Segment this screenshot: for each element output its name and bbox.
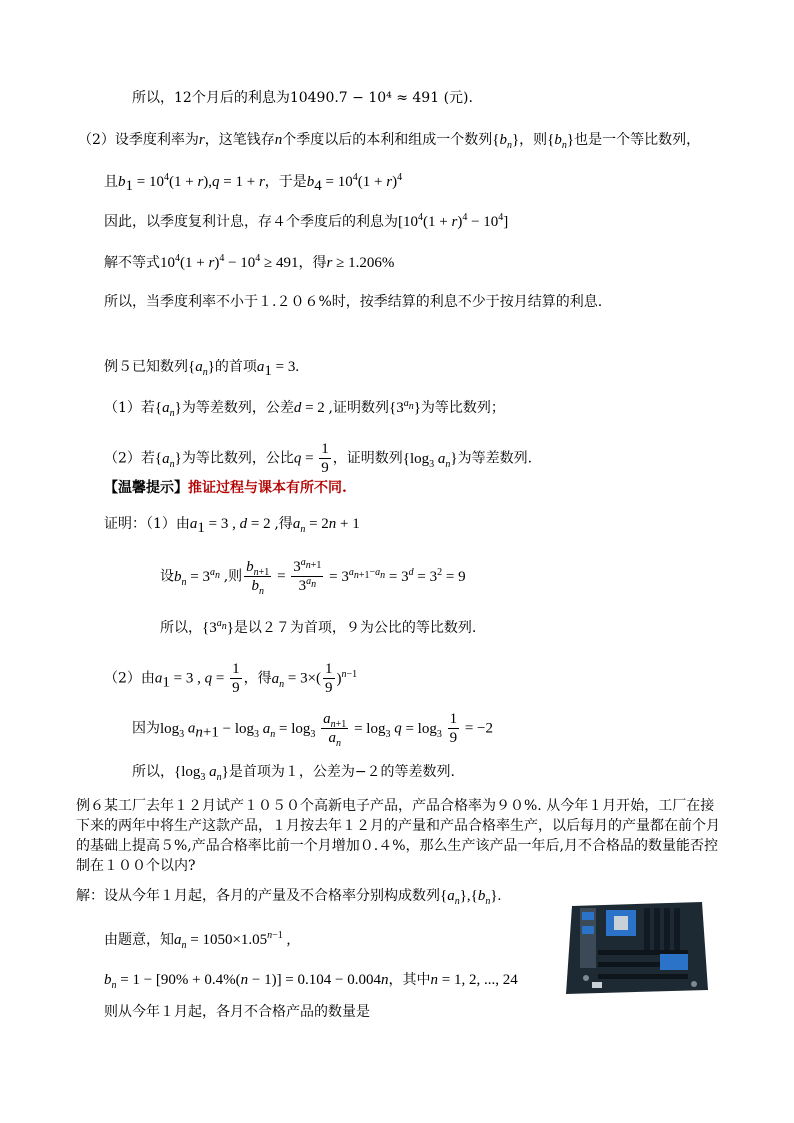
proof-log-line: 因为$\log_3 a_{n+1} - \log_3 a_n = \log_3$ $\frac{a_{n+1}}{a_n}$ = $\log_3 q = \log_3$ $\frac{1}{9}$ = −2 bbox=[132, 711, 494, 749]
b1-q-line: 且$b_1 = 10^4(1 + r),q = 1 + r$，于是$b_4 = 10^4(1 + r)^4$ bbox=[104, 172, 403, 194]
proof-part2: （2）由$a_1 = 3$ , q = $\frac{1}{9}$ ，得$a_n = 3\times$( $\frac{1}{9}$ )$^{n-1}$ bbox=[104, 661, 358, 696]
proof-ratio-line: 设$b_n = 3^{a_n}$ ,则 $\frac{b_{n+1}}{b_n}$ = $\frac{3^{a_{n+1}}}{3^{a_n}}$ = $3^{a_{n+1}-a_n} = 3^d = 3^2 = 9$ bbox=[160, 557, 466, 597]
interest-result-line: 所以，12个月后的利息为10490.7 − 10⁴ ≈ 491 (元). bbox=[132, 90, 473, 106]
solution-defect-line: 则从今年１月起，各月不合格产品的数量是 bbox=[104, 1004, 370, 1020]
tip-text: 推证过程与课本有所不同. bbox=[188, 480, 347, 496]
warm-tip bbox=[104, 478, 347, 498]
conclusion-line: 所以，当季度利率不小于１.２０６%时，按季结算的利息不少于按月结算的利息. bbox=[104, 294, 603, 310]
motherboard-image bbox=[562, 898, 710, 998]
example5-part1: （1）若$\{a_n\}$为等差数列，公差d = 2 ,证明数列$\{3^{a_n}\}$为等比数列； bbox=[104, 398, 505, 419]
solution-bn-line: $b_n = 1 - [90\% + 0.4\%(n - 1)] = 0.104 - 0.004n$，其中n = 1, 2, ..., 24 bbox=[104, 972, 518, 991]
solution-an-line: 由题意，知$a_n = 1050\times 1.05^{n-1}$ , bbox=[104, 930, 291, 951]
example6-paragraph: 例６某工厂去年１２月试产１０５０个高新电子产品，产品合格率为９０%. 从今年１月开始，工厂在接下来的两年中将生产这款产品，１月按去年１２月的产量和产品合格率生产，以后每月的产量都在前个月的基础上提高５%,产品合格率比前一个月增加０.４%，那么生产该产品一年后,月不合格品的数量能否控制在１００个以内? bbox=[76, 798, 720, 874]
solution-intro: 解：设从今年１月起，各月的产量及不合格率分别构成数列$\{a_n\},\{b_n\}$. bbox=[76, 888, 502, 907]
example5-part2: （2）若$\{a_n\}$为等比数列，公比q = $\frac{1}{9}$ ，证明数列{$\log_3$ $a_n$}为等差数列. bbox=[104, 441, 533, 476]
example5-title: 例５已知数列$\{a_n\}$的首项$a_1 = 3$. bbox=[104, 359, 300, 379]
proof-part2-conclusion: 所以，{$\log_3$ $a_n$}是首项为１，公差为−２的等差数列. bbox=[132, 764, 456, 783]
proof-part1: 证明：（1）由$a_1 = 3$ , d = 2 ,得$a_n = 2n + 1$ bbox=[104, 516, 360, 536]
tip-label: 【温馨提示】 bbox=[104, 480, 188, 496]
inequality-line: 解不等式$10^4(1 + r)^4 - 10^4 \ge 491$，得r ≥ 1.206% bbox=[104, 253, 395, 271]
quarterly-interest-line: 因此，以季度复利计息，存４个季度后的利息为$[10^4(1 + r)^4 - 10^4]$ bbox=[104, 212, 509, 230]
part2-setup-line: （2）设季度利率为r，这笔钱存n个季度以后的本利和组成一个数列$\{b_n\}$，则$\{b_n\}$也是一个等比数列， bbox=[78, 132, 701, 151]
proof-part1-conclusion: 所以，$\{3^{a_n}\}$是以２７为首项，９为公比的等比数列. bbox=[160, 618, 477, 636]
